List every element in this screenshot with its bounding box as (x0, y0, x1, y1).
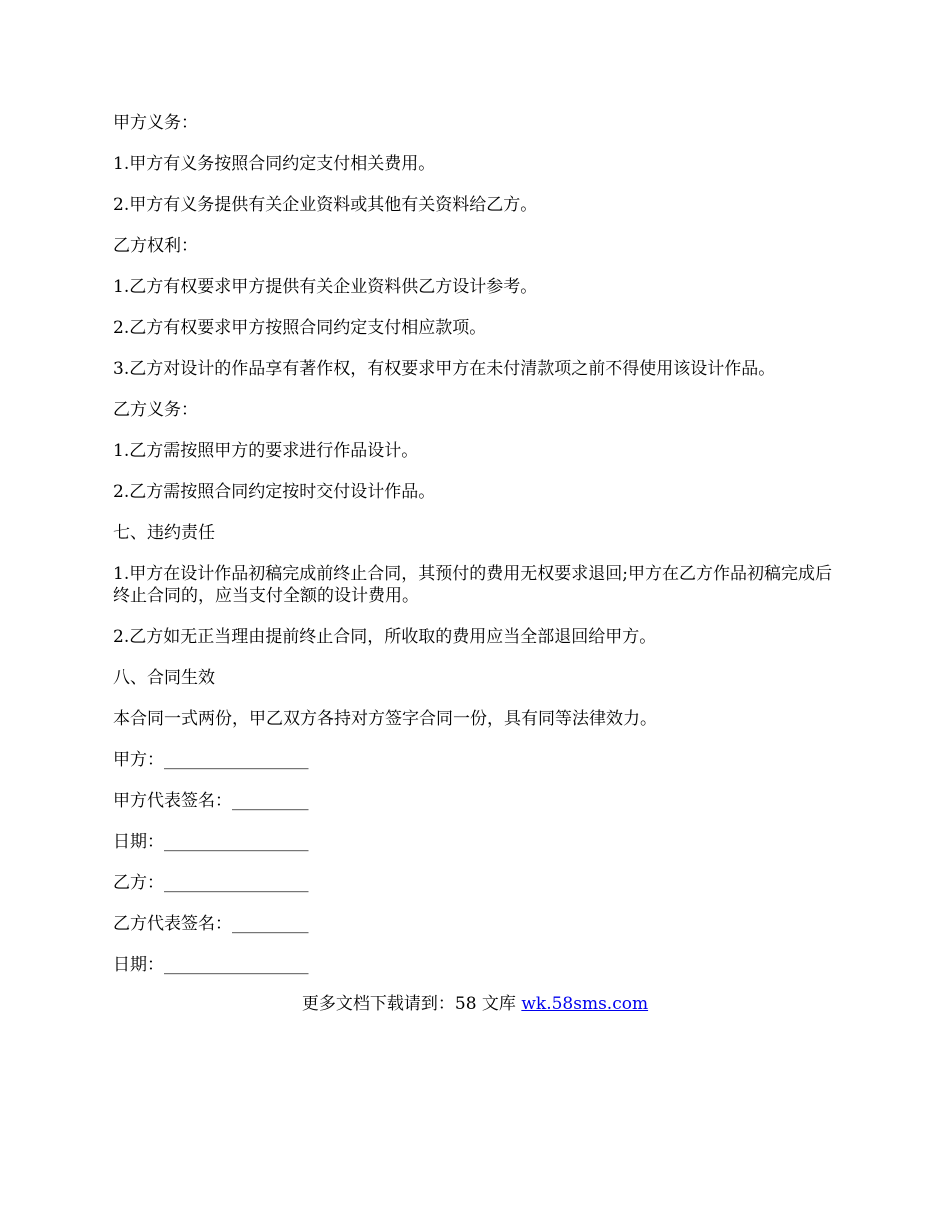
right-b-3: 3.乙方对设计的作品享有著作权，有权要求甲方在未付清款项之前不得使用该设计作品。 (113, 359, 776, 379)
rights-b-heading: 乙方权利： (113, 236, 198, 256)
party-b-date-line: 日期：_________________ (113, 955, 309, 975)
obligation-a-1: 1.甲方有义务按照合同约定支付相关费用。 (113, 154, 436, 174)
party-a-representative-line: 甲方代表签名：_________ (113, 791, 309, 811)
right-b-1: 1.乙方有权要求甲方提供有关企业资料供乙方设计参考。 (113, 277, 538, 297)
party-b-representative-line: 乙方代表签名：_________ (113, 914, 309, 934)
obligation-b-1: 1.乙方需按照甲方的要求进行作品设计。 (113, 441, 419, 461)
party-a-date-line: 日期：_________________ (113, 832, 309, 852)
section-7-heading: 七、违约责任 (113, 523, 215, 543)
footer (0, 993, 950, 1015)
obligation-b-2: 2.乙方需按照合同约定按时交付设计作品。 (113, 482, 436, 502)
obligation-a-2: 2.甲方有义务提供有关企业资料或其他有关资料给乙方。 (113, 195, 538, 215)
party-b-signature-line: 乙方：_________________ (113, 873, 309, 893)
footer-link[interactable]: wk.58sms.com (521, 994, 649, 1014)
obligations-b-heading: 乙方义务： (113, 400, 198, 420)
footer-text: 更多文档下载请到：58 文库 (301, 994, 522, 1014)
breach-clause-1: 1.甲方在设计作品初稿完成前终止合同，其预付的费用无权要求退回;甲方在乙方作品初稿完成后终止合同的，应当支付全额的设计费用。 (113, 564, 832, 606)
party-a-signature-line: 甲方：_________________ (113, 750, 309, 770)
obligations-a-heading: 甲方义务： (113, 113, 198, 133)
effect-clause: 本合同一式两份，甲乙双方各持对方签字合同一份，具有同等法律效力。 (113, 709, 657, 729)
document-body (113, 112, 833, 995)
section-8-heading: 八、合同生效 (113, 668, 215, 688)
breach-clause-2: 2.乙方如无正当理由提前终止合同，所收取的费用应当全部退回给甲方。 (113, 627, 657, 647)
right-b-2: 2.乙方有权要求甲方按照合同约定支付相应款项。 (113, 318, 487, 338)
